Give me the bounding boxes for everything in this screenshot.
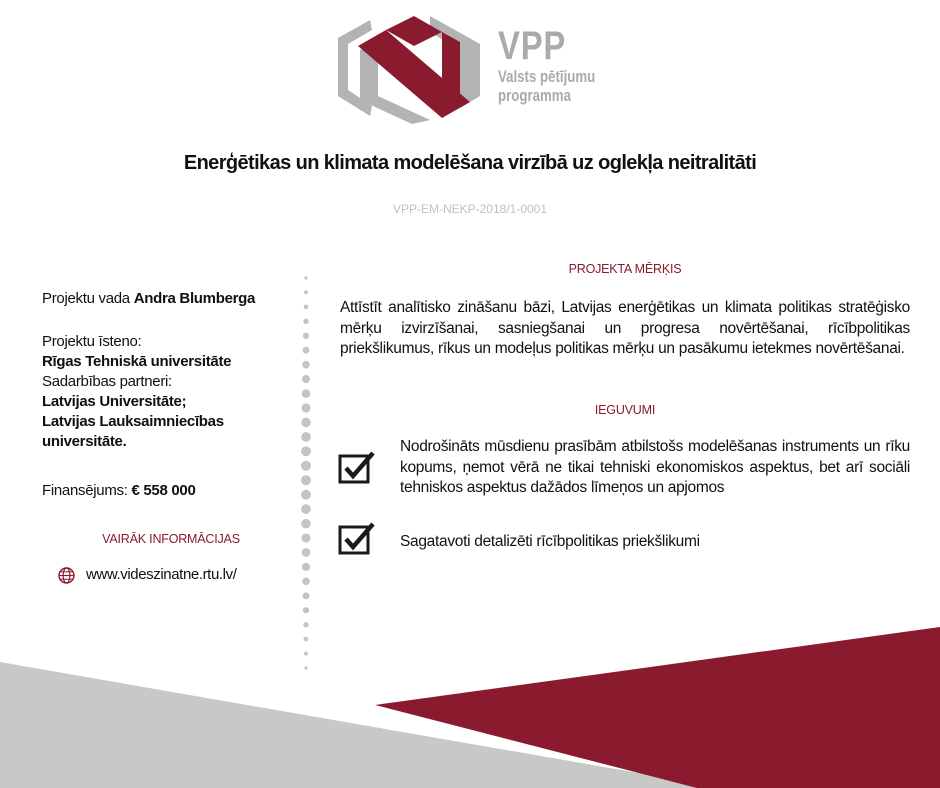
benefit-item-1: Nodrošināts mūsdienu prasībām atbilstošs modelēšanas instruments un rīku kopums, ņemot vērā ne tikai tehniski ekonomiskos aspektus, bet arī sociāli tehniskos aspektus dažādos līmeņos un apjomos <box>400 438 910 496</box>
separator-dot <box>302 375 310 383</box>
separator-dot <box>302 361 310 369</box>
separator-dot <box>303 333 309 339</box>
checkbox-checked-icon <box>337 450 377 486</box>
red-wedge <box>375 627 940 788</box>
separator-dot <box>304 290 308 294</box>
separator-dot <box>301 504 311 514</box>
partner-2-line1: Latvijas Lauksaimniecības <box>42 413 224 430</box>
checkbox-checked-icon <box>337 521 377 557</box>
implementer-label: Projektu īsteno: <box>42 333 142 350</box>
partner-1: Latvijas Universitāte; <box>42 393 187 410</box>
separator-dot <box>303 592 310 599</box>
separator-dot <box>301 432 311 442</box>
separator-dot <box>304 666 307 669</box>
benefits-title: IEGUVUMI <box>594 403 656 417</box>
logo-subtitle-line2: programma <box>498 86 571 105</box>
separator-dot <box>303 607 309 613</box>
separator-dot <box>301 446 311 456</box>
separator-dot <box>304 637 309 642</box>
separator-dot <box>303 347 310 354</box>
globe-icon <box>58 567 75 584</box>
more-info-title: VAIRĀK INFORMĀCIJAS <box>102 532 240 546</box>
separator-dot <box>302 563 310 571</box>
separator-dot <box>302 389 311 398</box>
separator-dot <box>301 519 310 528</box>
page-title: Enerģētikas un klimata modelēšana virzībā uz oglekļa neitralitāti <box>183 152 757 174</box>
project-leader <box>42 289 255 309</box>
separator-dot <box>302 548 311 557</box>
gray-wedge <box>0 662 725 788</box>
separator-dot <box>301 475 311 485</box>
separator-dot <box>301 461 311 471</box>
separator-dot <box>303 319 309 325</box>
project-code: VPP-EM-NEKP-2018/1-0001 <box>392 202 548 216</box>
leader-name: Andra Blumberga <box>133 290 256 307</box>
goals-title: PROJEKTA MĒRĶIS <box>568 262 682 276</box>
implementer-name: Rīgas Tehniskā universitāte <box>42 353 232 370</box>
dotted-separator <box>296 270 316 670</box>
project-info-block <box>42 332 231 452</box>
separator-dot <box>303 622 309 628</box>
logo-subtitle-line1: Valsts pētījumu <box>498 67 596 86</box>
separator-dot <box>301 403 310 412</box>
separator-dot <box>304 276 307 279</box>
separator-dot <box>304 305 309 310</box>
leader-label: Projektu vada <box>42 290 130 307</box>
partners-label: Sadarbības partneri: <box>42 373 172 390</box>
logo-red-side <box>442 32 460 102</box>
separator-dot <box>304 652 308 656</box>
logo-wordmark: VPP <box>498 24 567 68</box>
separator-dot <box>301 533 310 542</box>
separator-dot <box>301 418 310 427</box>
funding <box>42 481 196 501</box>
partner-2-line2: universitāte. <box>42 433 127 450</box>
separator-dot <box>301 490 311 500</box>
funding-value: € 558 000 <box>131 482 196 499</box>
website-link[interactable]: www.videszinatne.rtu.lv/ <box>86 566 237 583</box>
goals-text: Attīstīt analītisko zināšanu bāzi, Latvijas enerģētikas un klimata politikas stratēģisko mērķu izvirzīšanai, sasniegšanai un progresa novērtēšanai, rīcībpolitikas priekšlikumus, rīkus un modeļus politikas mērķu un pasākumu ietekmes novērtēšanai. <box>340 299 910 357</box>
funding-label: Finansējums: <box>42 482 128 499</box>
benefit-item-2: Sagatavoti detalizēti rīcībpolitikas priekšlikumi <box>400 533 700 550</box>
separator-dot <box>302 578 310 586</box>
